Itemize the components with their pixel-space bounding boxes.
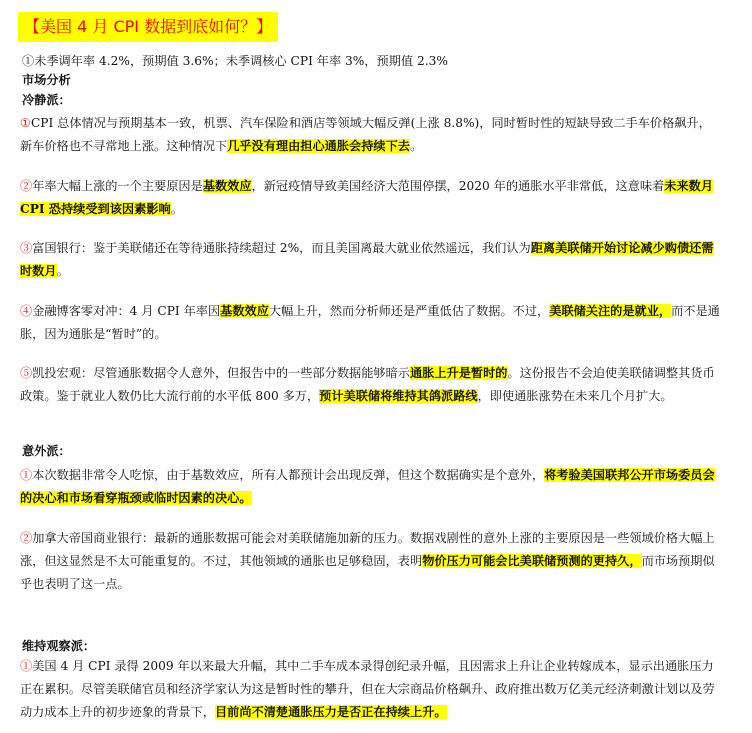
item-number: ① <box>20 659 33 673</box>
highlight: 基数效应 <box>202 179 252 193</box>
calm-item-4: ④金融博客零对冲：4 月 CPI 年率因基数效应大幅上升，然而分析师还是严重低估了数据。不过，美联储关注的是就业，而不是通胀，因为通胀是“暂时”的。 <box>20 304 720 341</box>
summary-line: ①未季调年率 4.2%，预期值 3.6%；未季调核心 CPI 年率 3%，预期值 2.3% <box>22 54 448 68</box>
section-market-heading: 市场分析 <box>22 73 71 87</box>
highlight: 基数效应 <box>220 304 269 318</box>
highlight: 几乎没有理由担心通胀会持续下去 <box>227 139 410 153</box>
page-title: 【美国 4 月 CPI 数据到底如何？】 <box>18 12 278 42</box>
section-calm-heading: 冷静派： <box>22 93 71 107</box>
item-number: ① <box>20 116 31 130</box>
calm-item-3: ③富国银行：鉴于美联储还在等待通胀持续超过 2%，而且美国离最大就业依然遥远，我们认为距离美联储开始讨论减少购债还需时数月。 <box>20 241 714 278</box>
highlight: 目前尚不清楚通胀压力是否正在持续上升。 <box>215 705 447 719</box>
highlight: 距离美联储开始讨论减少购债还需时数月 <box>20 241 714 278</box>
calm-item-1: ①CPI 总体情况与预期基本一致，机票、汽车保险和酒店等领域大幅反弹(上涨 8.8%)，同时暂时性的短缺导致二手车价格飙升，新车价格也不寻常地上涨。这种情况下几乎没有理由担心通胀会持续下去。 <box>20 116 711 153</box>
item-number: ① <box>20 468 33 482</box>
highlight: 将考验美国联邦公开市场委员会的决心和市场看穿瓶颈或临时因素的决心。 <box>20 468 715 505</box>
item-number: ② <box>20 531 33 545</box>
item-number: ② <box>20 179 33 193</box>
highlight: 物价压力可能会比美联储预测的更持久， <box>422 554 642 568</box>
calm-item-2: ②年率大幅上涨的一个主要原因是基数效应，新冠疫情导致美国经济大范围停摆，2020 年的通胀水平非常低，这意味着未来数月 CPI 恐持续受到该因素影响。 <box>20 179 714 216</box>
section-watch-heading: 维持观察派： <box>22 639 96 653</box>
watch-item-1: ①美国 4 月 CPI 录得 2009 年以来最大升幅，其中二手车成本录得创纪录升幅，且因需求上升让企业转嫁成本，显示出通胀压力正在累积。尽管美联储官员和经济学家认为这是暂时性的攀升，但在大宗商品价格飙升、政府推出数万亿美元经济刺激计划以及劳动力成本上升的初步迹象的背景下，目前尚不清楚通胀压力是否正在持续上升。 <box>20 659 715 719</box>
item-number: ④ <box>20 304 33 318</box>
item-number: ⑤ <box>20 366 33 380</box>
highlight: 美联储关注的是就业， <box>549 304 672 318</box>
surprise-item-2: ②加拿大帝国商业银行：最新的通胀数据可能会对美联储施加新的压力。数据戏剧性的意外上涨的主要原因是一些领域价格大幅上涨，但这显然是不太可能重复的。不过，其他领域的通胀也足够稳固，表明物价压力可能会比美联储预测的更持久，而市场预期似乎也表明了这一点。 <box>20 531 715 591</box>
highlight: 未来数月 CPI 恐持续受到该因素影响 <box>20 179 714 216</box>
item-number: ③ <box>20 241 33 255</box>
surprise-item-1: ①本次数据非常令人吃惊，由于基数效应，所有人都预计会出现反弹，但这个数据确实是个意外，将考验美国联邦公开市场委员会的决心和市场看穿瓶颈或临时因素的决心。 <box>20 468 715 505</box>
section-surprise-heading: 意外派： <box>22 444 71 458</box>
calm-item-5: ⑤凯投宏观：尽管通胀数据令人意外，但报告中的一些部分数据能够暗示通胀上升是暂时的。这份报告不会迫使美联储调整其货币政策。鉴于就业人数仍比大流行前的水平低 800 多万，预计美联储将维持其鸽派路线，即使通胀涨势在未来几个月扩大。 <box>20 366 715 403</box>
highlight: 预计美联储将维持其鸽派路线 <box>319 389 478 403</box>
highlight: 通胀上升是暂时的 <box>410 366 508 380</box>
